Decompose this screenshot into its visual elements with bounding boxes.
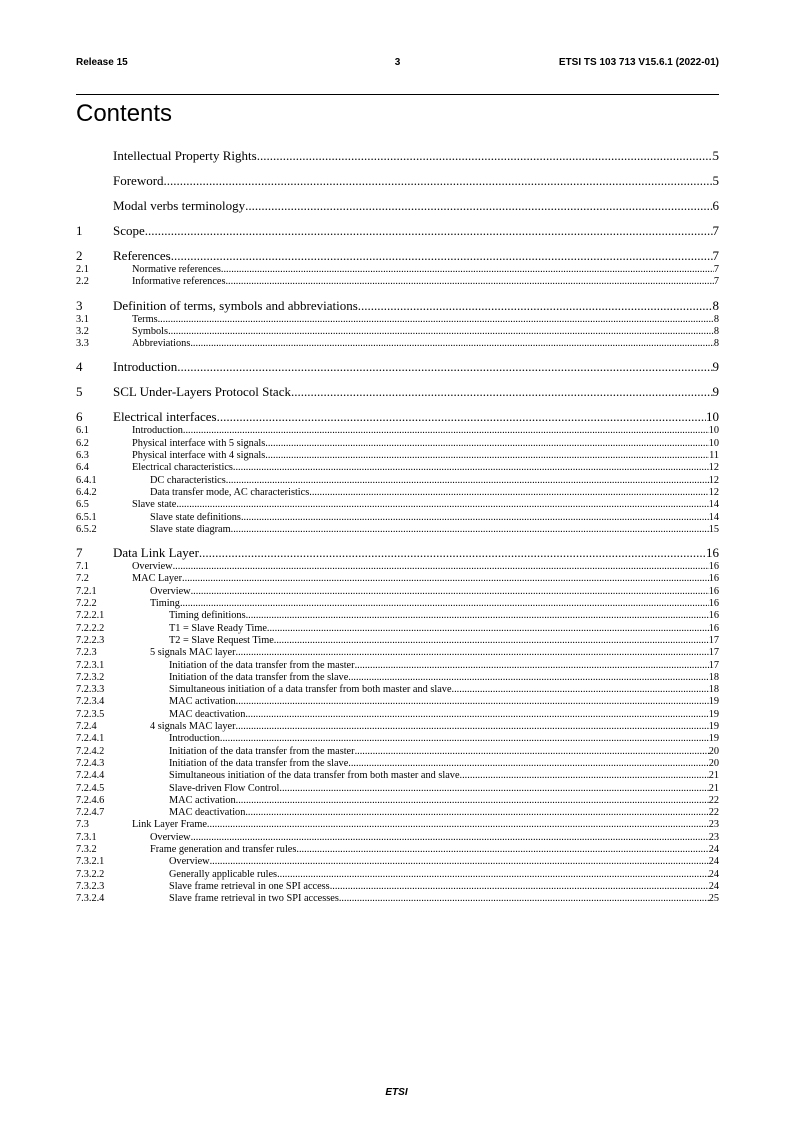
toc-entry[interactable] [76, 758, 719, 770]
toc-entry[interactable] [76, 198, 719, 214]
toc-entry[interactable] [76, 623, 719, 635]
toc-entry-number: 7.2.3 [76, 647, 97, 659]
toc-entry-page: 21 [708, 782, 719, 794]
toc-entry-page: 5 [712, 148, 719, 163]
toc-entry[interactable] [76, 561, 719, 573]
toc-entry-number: 6.2 [76, 437, 89, 449]
toc-entry-page: 21 [708, 770, 719, 782]
toc-entry-page: 7 [712, 223, 719, 238]
header-rule [76, 94, 719, 95]
toc-entry-title[interactable]: Frame generation and transfer rules [150, 843, 297, 855]
toc-entry-number: 7.2.3.3 [76, 684, 105, 696]
toc-entry-title[interactable]: 4 signals MAC layer [150, 721, 236, 733]
toc-leader-dots [221, 264, 714, 276]
toc-entry-number: 2 [76, 248, 83, 263]
toc-leader-dots [233, 462, 709, 474]
toc-entry-number: 7.3.1 [76, 831, 97, 843]
toc-entry-number: 7 [76, 545, 83, 561]
toc-entry-title[interactable]: Slave frame retrieval in two SPI accesses [169, 893, 339, 905]
toc-leader-dots [355, 746, 709, 758]
toc-entry[interactable] [76, 733, 719, 745]
toc-entry-title[interactable]: Symbols [132, 325, 169, 337]
toc-entry[interactable] [76, 384, 719, 400]
toc-entry[interactable] [76, 573, 719, 585]
toc-entry-title[interactable]: Intellectual Property Rights [113, 148, 257, 163]
toc-entry-page: 19 [708, 708, 719, 720]
toc-entry[interactable] [76, 438, 719, 450]
toc-entry-number: 3.2 [76, 325, 89, 337]
toc-entry-page: 20 [708, 745, 719, 757]
toc-entry[interactable] [76, 635, 719, 647]
toc-entry-page: 17 [708, 634, 719, 646]
toc-entry[interactable] [76, 223, 719, 239]
toc-leader-dots [177, 359, 712, 375]
toc-leader-dots [274, 635, 709, 647]
toc-entry-number: 1 [76, 223, 83, 238]
toc-entry[interactable] [76, 672, 719, 684]
toc-entry-page: 24 [708, 868, 719, 880]
toc-entry-title[interactable]: Generally applicable rules [169, 868, 278, 880]
toc-entry-title[interactable]: Simultaneous initiation of the data transfer from both master and slave [169, 770, 460, 782]
toc-leader-dots [176, 499, 708, 511]
toc-entry-number: 7.2.3.5 [76, 708, 105, 720]
toc-leader-dots [190, 338, 714, 350]
toc-leader-dots [236, 696, 709, 708]
toc-entry[interactable] [76, 869, 719, 881]
toc-entry-number: 2.1 [76, 264, 89, 275]
toc-leader-dots [199, 545, 706, 561]
toc-entry-title[interactable]: Slave state diagram [150, 523, 231, 535]
toc-entry-page: 12 [708, 486, 719, 498]
toc-entry-title[interactable]: Link Layer Frame [132, 819, 207, 831]
toc-entry-page: 18 [708, 684, 719, 696]
toc-entry-page: 10 [708, 425, 719, 437]
toc-entry-page: 14 [708, 511, 719, 523]
toc-entry-title[interactable]: Electrical interfaces [113, 409, 217, 425]
toc-entry-title[interactable]: Data transfer mode, AC characteristics [150, 486, 310, 498]
toc-entry-page: 15 [708, 523, 719, 535]
toc-entry[interactable] [76, 721, 719, 733]
toc-entry[interactable] [76, 696, 719, 708]
toc-entry-title[interactable]: Introduction [132, 425, 183, 437]
toc-leader-dots [452, 684, 709, 696]
toc-entry-page: 20 [708, 757, 719, 769]
toc-entry-page: 22 [708, 794, 719, 806]
toc-entry-number: 7.2.4.3 [76, 757, 105, 769]
toc-entry-number: 7.2.2.3 [76, 634, 105, 646]
toc-entry[interactable] [76, 893, 719, 905]
toc-entry-title[interactable]: Abbreviations [132, 338, 191, 350]
toc-entry-number: 4 [76, 359, 83, 375]
toc-entry[interactable] [76, 586, 719, 598]
toc-entry-number: 7.2.2.2 [76, 622, 105, 634]
toc-entry-number: 3.3 [76, 338, 89, 350]
toc-entry-title[interactable]: Modal verbs terminology [113, 198, 246, 213]
toc-entry-number: 7.2.4.5 [76, 782, 105, 794]
toc-leader-dots [245, 198, 712, 214]
toc-leader-dots [217, 409, 706, 425]
toc-entry-page: 7 [713, 276, 719, 288]
toc-entry-page: 9 [712, 359, 719, 375]
toc-entry[interactable] [76, 173, 719, 189]
toc-entry-title[interactable]: Foreword [113, 173, 164, 188]
toc-entry[interactable] [76, 783, 719, 795]
toc-entry[interactable] [76, 856, 719, 868]
toc-entry-number: 7.1 [76, 561, 89, 573]
document-reference: ETSI TS 103 713 V15.6.1 (2022-01) [558, 57, 719, 68]
toc-entry-page: 9 [712, 384, 719, 400]
toc-leader-dots [257, 148, 713, 164]
toc-leader-dots [173, 561, 709, 573]
toc-entry-number: 6.5.1 [76, 511, 97, 523]
toc-entry-number: 6.3 [76, 450, 89, 462]
toc-entry-title[interactable]: Initiation of the data transfer from the slave [169, 671, 349, 683]
toc-leader-dots [231, 524, 709, 536]
toc-entry[interactable] [76, 462, 719, 474]
toc-entry-page: 19 [708, 721, 719, 733]
toc-entry-number: 7.2.4.2 [76, 745, 105, 757]
toc-entry-page: 8 [712, 297, 719, 313]
toc-entry[interactable] [76, 610, 719, 622]
release-label: Release 15 [76, 57, 128, 68]
toc-entry-title[interactable]: Terms [132, 313, 158, 325]
toc-entry-title[interactable]: DC characteristics [150, 474, 226, 486]
toc-entry-page: 5 [712, 173, 719, 188]
toc-entry-number: 7.2 [76, 573, 89, 585]
toc-entry-title[interactable]: Definition of terms, symbols and abbreviations [113, 297, 358, 313]
toc-entry[interactable] [76, 425, 719, 437]
toc-leader-dots [241, 512, 709, 524]
toc-entry-title[interactable]: MAC deactivation [169, 708, 246, 720]
toc-entry-title[interactable]: Overview [132, 561, 173, 573]
toc-leader-dots [460, 770, 709, 782]
toc-leader-dots [358, 298, 713, 314]
toc-entry-page: 8 [713, 325, 719, 337]
toc-entry-page: 24 [708, 843, 719, 855]
toc-leader-dots [355, 660, 709, 672]
toc-entry-page: 8 [713, 338, 719, 350]
toc-entry[interactable] [76, 264, 719, 276]
toc-leader-dots [265, 450, 709, 462]
toc-entry-page: 7 [713, 264, 719, 275]
toc-entry-page: 6 [712, 198, 719, 213]
toc-entry-title[interactable]: Timing [150, 598, 180, 610]
toc-leader-dots [191, 832, 709, 844]
toc-entry-title[interactable]: Introduction [113, 359, 178, 375]
toc-entry[interactable] [76, 248, 719, 264]
toc-entry-number: 7.3.2.1 [76, 856, 105, 868]
toc-leader-dots [158, 314, 714, 326]
toc-entry[interactable] [76, 709, 719, 721]
toc-entry-title[interactable]: Informative references [132, 276, 226, 288]
toc-entry-number: 7.2.2 [76, 598, 97, 610]
toc-entry-page: 17 [708, 647, 719, 659]
toc-entry-number: 6.4.1 [76, 474, 97, 486]
toc-entry[interactable] [76, 844, 719, 856]
toc-entry-title[interactable]: Physical interface with 5 signals [132, 437, 266, 449]
toc-entry-page: 25 [708, 893, 719, 905]
toc-entry-page: 24 [708, 880, 719, 892]
toc-entry-number: 7.3.2.4 [76, 893, 105, 905]
toc-entry-number: 5 [76, 384, 83, 400]
page-footer: ETSI [385, 1087, 408, 1098]
toc-entry-page: 8 [713, 313, 719, 325]
toc-entry-number: 7.3.2.3 [76, 880, 105, 892]
toc-entry[interactable] [76, 660, 719, 672]
page-header [76, 57, 719, 71]
toc-entry-title[interactable]: Scope [113, 223, 145, 238]
toc-leader-dots [183, 425, 709, 437]
toc-entry-title[interactable]: Introduction [169, 733, 220, 745]
toc-leader-dots [246, 610, 709, 622]
toc-entry-number: 7.2.3.2 [76, 671, 105, 683]
toc-entry[interactable] [76, 795, 719, 807]
toc-entry-title[interactable]: Initiation of the data transfer from the master [169, 659, 355, 671]
toc-entry-page: 23 [708, 831, 719, 843]
toc-entry-number: 7.3 [76, 819, 89, 831]
toc-entry-title[interactable]: MAC activation [169, 696, 236, 708]
toc-leader-dots [339, 893, 709, 905]
toc-entry-title[interactable]: Overview [169, 856, 210, 868]
toc-entry[interactable] [76, 819, 719, 831]
toc-entry-page: 10 [706, 409, 719, 425]
toc-entry-page: 16 [708, 585, 719, 597]
toc-leader-dots [182, 573, 709, 585]
toc-entry-title[interactable]: MAC deactivation [169, 807, 246, 819]
toc-entry-number: 7.2.4.7 [76, 807, 105, 819]
toc-entry[interactable] [76, 524, 719, 536]
toc-entry[interactable] [76, 359, 719, 375]
toc-entry-title[interactable]: Overview [150, 831, 191, 843]
toc-entry-page: 19 [708, 696, 719, 708]
toc-entry-page: 11 [709, 450, 719, 462]
toc-entry-page: 16 [708, 622, 719, 634]
toc-leader-dots [226, 475, 709, 487]
toc-entry-number: 3.1 [76, 313, 89, 325]
toc-leader-dots [171, 248, 713, 264]
toc-entry-number: 7.3.2.2 [76, 868, 105, 880]
toc-entry-title[interactable]: T2 = Slave Request Time [169, 634, 274, 646]
toc-entry-page: 12 [708, 474, 719, 486]
toc-entry-title[interactable]: 5 signals MAC layer [150, 647, 236, 659]
toc-entry-number: 6.4 [76, 462, 89, 474]
toc-entry-page: 19 [708, 733, 719, 745]
toc-entry-title[interactable]: Initiation of the data transfer from the master [169, 745, 355, 757]
toc-entry-title[interactable]: Initiation of the data transfer from the slave [169, 757, 349, 769]
toc-leader-dots [236, 647, 709, 659]
toc-leader-dots [277, 869, 709, 881]
toc-entry-title[interactable]: Normative references [132, 264, 221, 275]
toc-entry[interactable] [76, 338, 719, 350]
toc-entry[interactable] [76, 684, 719, 696]
toc-entry-number: 7.2.3.4 [76, 696, 105, 708]
toc-entry[interactable] [76, 298, 719, 314]
toc-leader-dots [330, 881, 709, 893]
toc-entry-page: 7 [712, 248, 719, 263]
toc-entry-title[interactable]: Data Link Layer [113, 545, 199, 561]
toc-entry[interactable] [76, 409, 719, 425]
toc-entry-title[interactable]: T1 = Slave Ready Time [169, 622, 267, 634]
toc-entry-number: 6.1 [76, 425, 89, 437]
toc-leader-dots [191, 586, 709, 598]
toc-entry-page: 16 [708, 610, 719, 622]
toc-entry[interactable] [76, 276, 719, 288]
toc-leader-dots [145, 223, 713, 239]
toc-entry-page: 24 [708, 856, 719, 868]
toc-entry[interactable] [76, 807, 719, 819]
toc-leader-dots [296, 844, 708, 856]
toc-entry-page: 23 [708, 819, 719, 831]
toc-leader-dots [164, 173, 713, 189]
toc-entry-page: 14 [708, 499, 719, 511]
toc-leader-dots [309, 487, 708, 499]
toc-entry[interactable] [76, 475, 719, 487]
toc-entry-title[interactable]: Slave state [132, 499, 177, 511]
toc-entry[interactable] [76, 499, 719, 511]
toc-leader-dots [348, 672, 708, 684]
toc-leader-dots [245, 709, 708, 721]
page-number: 3 [394, 57, 401, 68]
toc-entry-page: 18 [708, 671, 719, 683]
toc-entry-title[interactable]: Electrical characteristics [132, 462, 233, 474]
toc-entry-number: 7.2.3.1 [76, 659, 105, 671]
toc-entry[interactable] [76, 770, 719, 782]
toc-leader-dots [225, 276, 713, 288]
toc-entry-title[interactable]: SCL Under-Layers Protocol Stack [113, 384, 291, 400]
toc-entry-number: 3 [76, 297, 83, 313]
toc-leader-dots [245, 807, 708, 819]
toc-entry[interactable] [76, 647, 719, 659]
toc-leader-dots [279, 783, 708, 795]
toc-entry[interactable] [76, 881, 719, 893]
toc-leader-dots [267, 623, 709, 635]
toc-entry-number: 7.3.2 [76, 843, 97, 855]
toc-entry[interactable] [76, 450, 719, 462]
toc-entry-page: 10 [708, 437, 719, 449]
toc-leader-dots [168, 326, 714, 338]
toc-entry-title[interactable]: Physical interface with 4 signals [132, 450, 266, 462]
toc-entry-number: 7.2.4 [76, 721, 97, 733]
toc-entry-page: 16 [706, 545, 719, 561]
toc-entry-number: 7.2.4.1 [76, 733, 105, 745]
toc-entry-page: 16 [708, 573, 719, 585]
toc-entry[interactable] [76, 545, 719, 561]
toc-leader-dots [236, 721, 709, 733]
toc-entry-title[interactable]: Slave state definitions [150, 511, 241, 523]
toc-entry-number: 7.2.4.6 [76, 794, 105, 806]
toc-entry[interactable] [76, 832, 719, 844]
toc-entry[interactable] [76, 598, 719, 610]
toc-leader-dots [348, 758, 708, 770]
toc-leader-dots [207, 819, 709, 831]
toc-entry-title[interactable]: MAC Layer [132, 573, 183, 585]
toc-entry-page: 16 [708, 598, 719, 610]
toc-entry-title[interactable]: Simultaneous initiation of a data transfer from both master and slave [169, 684, 452, 696]
toc-entry-number: 6.4.2 [76, 486, 97, 498]
toc-entry-title[interactable]: Timing definitions [169, 610, 246, 622]
toc-entry-number: 7.2.4.4 [76, 770, 105, 782]
toc-entry-page: 16 [708, 561, 719, 573]
toc-entry-number: 6.5.2 [76, 523, 97, 535]
toc-entry[interactable] [76, 746, 719, 758]
page-title: Contents [76, 100, 173, 127]
toc-entry-page: 12 [708, 462, 719, 474]
toc-entry-page: 22 [708, 807, 719, 819]
toc-leader-dots [265, 438, 708, 450]
toc-leader-dots [180, 598, 709, 610]
toc-entry[interactable] [76, 314, 719, 326]
toc-entry[interactable] [76, 148, 719, 164]
toc-leader-dots [210, 856, 709, 868]
toc-entry-title[interactable]: Overview [150, 585, 191, 597]
toc-entry[interactable] [76, 326, 719, 338]
table-of-contents [76, 148, 719, 905]
toc-entry[interactable] [76, 487, 719, 499]
toc-entry-number: 6 [76, 409, 83, 425]
toc-entry-title[interactable]: Slave frame retrieval in one SPI access [169, 880, 330, 892]
toc-entry-number: 2.2 [76, 276, 89, 288]
toc-entry-number: 7.2.2.1 [76, 610, 105, 622]
toc-leader-dots [236, 795, 709, 807]
toc-entry-page: 17 [708, 659, 719, 671]
toc-entry[interactable] [76, 512, 719, 524]
toc-entry-title[interactable]: MAC activation [169, 794, 236, 806]
toc-entry-title[interactable]: Slave-driven Flow Control [169, 782, 280, 794]
toc-entry-number: 6.5 [76, 499, 89, 511]
toc-entry-title[interactable]: References [113, 248, 171, 263]
toc-leader-dots [220, 733, 709, 745]
toc-entry-number: 7.2.1 [76, 585, 97, 597]
toc-leader-dots [291, 384, 713, 400]
